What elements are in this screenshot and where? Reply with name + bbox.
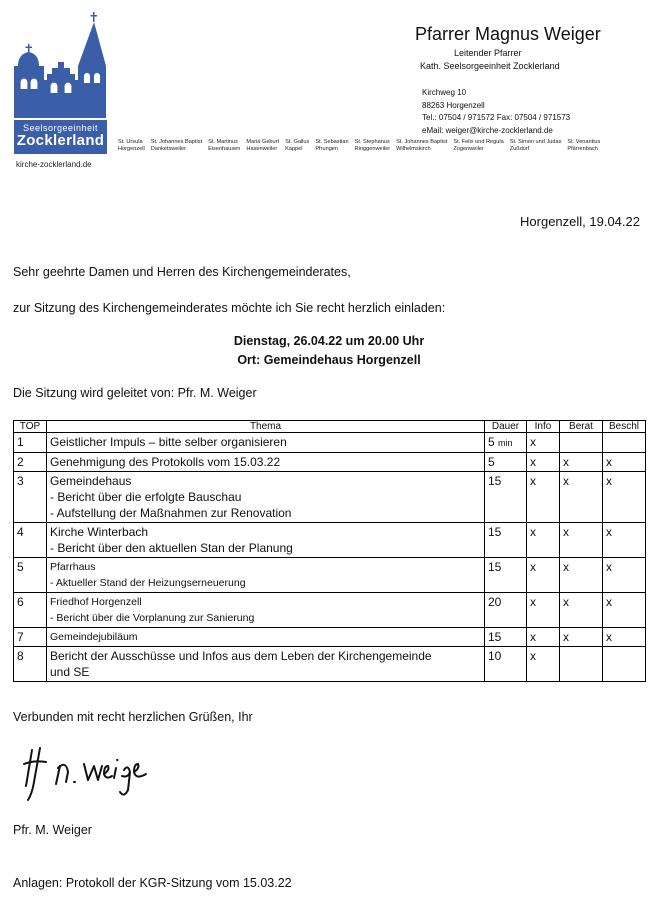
- logo-wordmark: [14, 120, 107, 154]
- parish-item: St. Ursula Horgenzell: [118, 139, 145, 152]
- parish-list: [118, 139, 648, 153]
- table-row: [14, 647, 646, 682]
- row-top: 1: [14, 433, 47, 453]
- header-info: Info: [527, 421, 560, 433]
- row-topic: Genehmigung des Protokolls vom 15.03.22: [47, 453, 485, 472]
- sender-unit: Kath. Seelsorgeeinheit Zocklerland: [420, 61, 560, 71]
- parish-item: St. Martinus Eisenhausen: [208, 139, 241, 152]
- salutation: Sehr geehrte Damen und Herren des Kirchengemeinderates,: [13, 265, 351, 279]
- church-towers-icon: [12, 10, 110, 122]
- table-row: [14, 558, 646, 593]
- header-berat: Berat: [560, 421, 603, 433]
- attachments: Anlagen: Protokoll der KGR-Sitzung vom 15.03.22: [13, 876, 292, 890]
- signature-icon: [20, 742, 170, 804]
- website-url: kirche-zocklerland.de: [16, 160, 92, 169]
- row-top: 8: [14, 647, 47, 682]
- invitation-text: zur Sitzung des Kirchengemeinderates möchte ich Sie recht herzlich einladen:: [13, 301, 446, 315]
- agenda-table: [13, 420, 646, 682]
- row-dauer: 5 min: [485, 433, 527, 453]
- row-beschl: x: [603, 628, 646, 647]
- address-city: 88263 Horgenzell: [422, 100, 485, 110]
- row-beschl: x: [603, 593, 646, 628]
- table-row: [14, 472, 646, 523]
- row-topic: Bericht der Ausschüsse und Infos aus dem Leben der Kirchengemeinde und SE: [47, 647, 485, 682]
- row-dauer: 15: [485, 628, 527, 647]
- row-topic: Kirche Winterbach - Bericht über den aktuellen Stan der Planung: [47, 523, 485, 558]
- row-info: x: [527, 523, 560, 558]
- row-top: 5: [14, 558, 47, 593]
- parish-item: Mariä Geburt Hasenweiler: [246, 139, 280, 152]
- table-row: [14, 628, 646, 647]
- row-info: x: [527, 647, 560, 682]
- row-berat: [560, 647, 603, 682]
- parish-item: St. Venantius Pfärrenbach: [567, 139, 601, 152]
- row-berat: x: [560, 453, 603, 472]
- closing-text: Verbunden mit recht herzlichen Grüßen, Ihr: [13, 710, 253, 724]
- table-header-row: [14, 421, 646, 433]
- signer-name: Pfr. M. Weiger: [13, 823, 92, 837]
- table-row: [14, 523, 646, 558]
- row-top: 6: [14, 593, 47, 628]
- address-phone: Tel.: 07504 / 971572 Fax: 07504 / 971573: [422, 113, 571, 122]
- row-berat: x: [560, 558, 603, 593]
- row-beschl: x: [603, 453, 646, 472]
- row-dauer: 15: [485, 472, 527, 523]
- row-berat: x: [560, 593, 603, 628]
- sender-name: Pfarrer Magnus Weiger: [415, 24, 601, 44]
- row-info: x: [527, 593, 560, 628]
- parish-item: St. Johannes Baptist Danketsweiler: [150, 139, 203, 152]
- header-thema: Thema: [47, 421, 485, 433]
- row-info: x: [527, 558, 560, 593]
- row-dauer: 5: [485, 453, 527, 472]
- row-topic: Geistlicher Impuls – bitte selber organisieren: [47, 433, 485, 453]
- logo-name: Zocklerland: [16, 132, 105, 149]
- row-top: 7: [14, 628, 47, 647]
- row-info: x: [527, 628, 560, 647]
- row-berat: x: [560, 472, 603, 523]
- table-row: [14, 433, 646, 453]
- meeting-date: Dienstag, 26.04.22 um 20.00 Uhr: [233, 334, 425, 348]
- letter-date: Horgenzell, 19.04.22: [520, 214, 640, 229]
- row-dauer: 20: [485, 593, 527, 628]
- sender-role: Leitender Pfarrer: [454, 48, 522, 58]
- row-top: 4: [14, 523, 47, 558]
- row-info: x: [527, 433, 560, 453]
- parish-item: St. Stephanus Ringgenweiler: [354, 139, 391, 152]
- row-beschl: [603, 433, 646, 453]
- sender-address: [422, 87, 570, 137]
- meeting-chair: Die Sitzung wird geleitet von: Pfr. M. Weiger: [13, 386, 257, 400]
- row-topic: Pfarrhaus - Aktueller Stand der Heizungserneuerung: [47, 558, 485, 593]
- row-beschl: x: [603, 472, 646, 523]
- header-top: TOP: [14, 421, 47, 433]
- row-info: x: [527, 472, 560, 523]
- row-berat: x: [560, 523, 603, 558]
- row-berat: x: [560, 628, 603, 647]
- header-dauer: Dauer: [485, 421, 527, 433]
- address-street: Kirchweg 10: [422, 88, 467, 97]
- logo-subtitle: Seelsorgeeinheit: [22, 123, 99, 133]
- row-dauer: 10: [485, 647, 527, 682]
- parish-item: St. Simon und Judas Zußdorf: [509, 139, 562, 152]
- parish-item: St. Gallus Kappel: [285, 139, 310, 152]
- row-dauer: 15: [485, 558, 527, 593]
- row-top: 2: [14, 453, 47, 472]
- row-top: 3: [14, 472, 47, 523]
- row-info: x: [527, 453, 560, 472]
- header-beschl: Beschl: [603, 421, 646, 433]
- meeting-place: Ort: Gemeindehaus Horgenzell: [237, 353, 421, 367]
- table-row: [14, 453, 646, 472]
- row-beschl: [603, 647, 646, 682]
- parish-item: St. Johannes Baptist Wilhelmskirch: [396, 139, 448, 152]
- row-beschl: x: [603, 523, 646, 558]
- table-row: [14, 593, 646, 628]
- row-beschl: x: [603, 558, 646, 593]
- row-topic: Gemeindehaus - Bericht über die erfolgte Bauschau - Aufstellung der Maßnahmen zur Renovation: [47, 472, 485, 523]
- parish-item: St. Sebastian Pfrungen: [315, 139, 349, 152]
- row-dauer: 15: [485, 523, 527, 558]
- row-topic: Friedhof Horgenzell - Bericht über die Vorplanung zur Sanierung: [47, 593, 485, 628]
- parish-item: St. Felix und Regula Zogenweiler: [453, 139, 504, 152]
- row-topic: Gemeindejubiläum: [47, 628, 485, 647]
- row-berat: [560, 433, 603, 453]
- address-email: eMail: weiger@kirche-zocklerland.de: [422, 125, 553, 135]
